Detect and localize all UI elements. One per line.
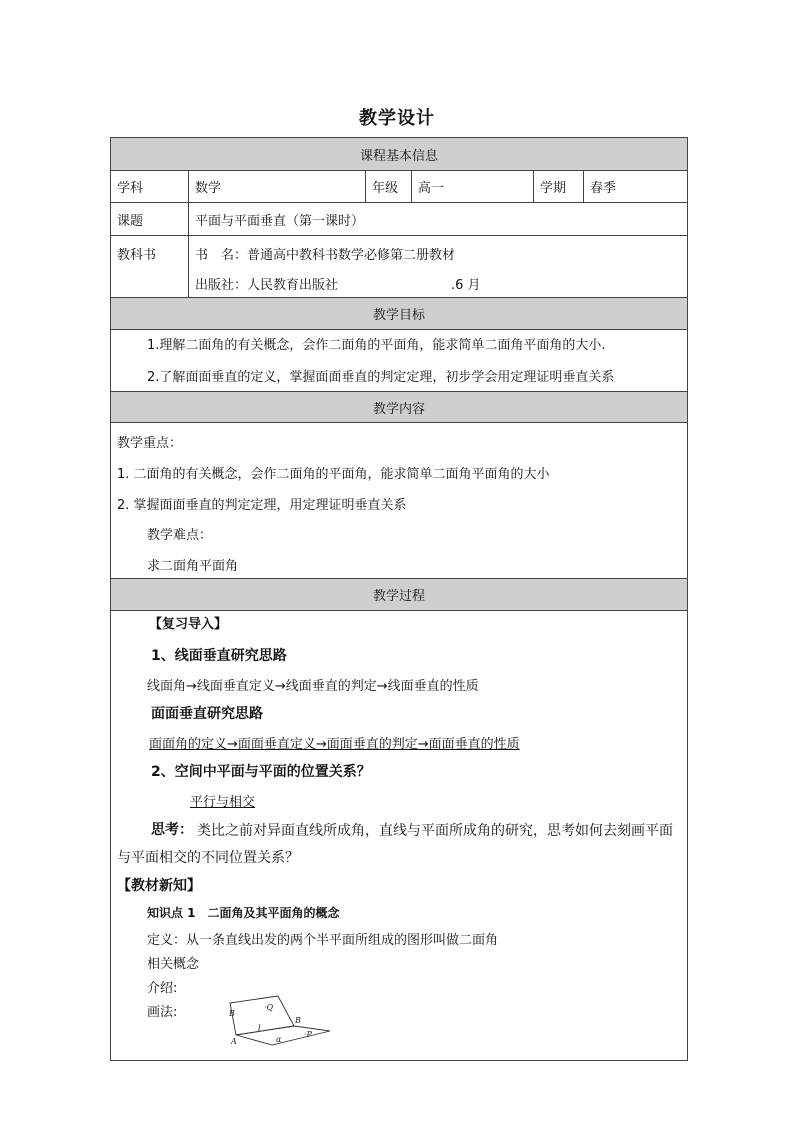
subject-label: 学科	[111, 171, 189, 202]
section-header-content	[111, 392, 687, 423]
section-title: 教学内容	[372, 401, 425, 417]
publish-month: .6 月	[451, 278, 481, 293]
lesson-table	[110, 137, 688, 1061]
think-label: 思考：	[151, 822, 193, 838]
topic-value: 平面与平面垂直（第一课时）	[195, 213, 365, 229]
drawing-label: 画法:	[147, 1005, 178, 1020]
info-row-subject	[111, 171, 687, 203]
content-body	[111, 423, 687, 579]
textbook-value	[189, 236, 687, 297]
topic-label: 课题	[111, 203, 189, 235]
section-header-process	[111, 579, 687, 611]
label-alpha: α	[276, 1035, 282, 1044]
lower-half-plane	[236, 1026, 330, 1045]
intro-label: 介绍:	[147, 981, 178, 996]
label-a: A	[231, 1037, 237, 1046]
face-chain: 面面角的定义→面面垂直定义→面面垂直的判定→面面垂直的性质	[149, 737, 520, 752]
think-text: 类比之前对异面直线所成角，直线与平面所成角的研究，思考如何去刻画平面	[197, 823, 673, 839]
related-concepts: 相关概念	[147, 957, 200, 972]
new-knowledge-heading: 【教材新知】	[117, 878, 201, 894]
grade-label: 年级	[366, 171, 412, 202]
grade-value: 高一	[412, 171, 534, 202]
key-label: 教学重点：	[117, 436, 183, 451]
knowledge-point-title: 知识点 1 二面角及其平面角的概念	[147, 906, 340, 920]
objectives-body	[111, 330, 687, 392]
section-header-basic-info	[111, 138, 687, 171]
book-name-line: 书 名：普通高中教科书数学必修第二册教材	[195, 248, 456, 263]
key-point: 1. 二面角的有关概念，会作二面角的平面角，能求简单二面角平面角的大小	[117, 467, 550, 482]
upper-half-plane	[230, 996, 294, 1035]
definition-text: 定义：从一条直线出发的两个半平面所组成的图形叫做二面角	[147, 933, 499, 948]
term-value: 春季	[590, 181, 617, 196]
review-heading: 【复习导入】	[149, 617, 228, 632]
item2-answer: 平行与相交	[190, 795, 256, 810]
difficulty-label: 教学难点：	[147, 528, 213, 543]
subject-value: 数学	[189, 171, 366, 202]
think-text-continued: 与平面相交的不同位置关系？	[117, 850, 299, 866]
label-b-left: B	[229, 1009, 235, 1018]
key-point: 2. 掌握面面垂直的判定定理，用定理证明垂直关系	[117, 498, 407, 513]
item2-heading: 2、空间中平面与平面的位置关系？	[151, 764, 371, 780]
label-b-right: B	[295, 1016, 301, 1025]
item1-chain: 线面角→线面垂直定义→线面垂直的判定→线面垂直的性质	[147, 679, 479, 694]
label-l: l	[258, 1024, 261, 1033]
section-title: 教学目标	[372, 308, 425, 323]
dihedral-angle-figure	[220, 990, 340, 1052]
section-title: 课程基本信息	[359, 148, 438, 164]
section-title: 教学过程	[372, 589, 425, 604]
publisher-line: 出版社：人民教育出版社	[195, 278, 339, 293]
label-q: ·Q	[264, 1003, 274, 1012]
label-p: ·P	[304, 1030, 312, 1039]
process-body	[111, 611, 687, 1060]
textbook-label: 教科书	[111, 236, 189, 297]
info-row-textbook	[111, 236, 687, 298]
section-header-objectives	[111, 298, 687, 330]
info-row-topic	[111, 203, 687, 236]
item1-heading: 1、线面垂直研究思路	[151, 648, 287, 664]
face-heading: 面面垂直研究思路	[151, 706, 263, 722]
difficulty-text: 求二面角平面角	[147, 559, 239, 574]
page-title: 教学设计	[359, 108, 435, 129]
objective-item: 2.了解面面垂直的定义，掌握面面垂直的判定定理，初步学会用定理证明垂直关系	[147, 370, 615, 385]
objective-item: 1.理解二面角的有关概念，会作二面角的平面角，能求简单二面角平面角的大小.	[147, 338, 606, 353]
term-label: 学期	[534, 171, 584, 202]
